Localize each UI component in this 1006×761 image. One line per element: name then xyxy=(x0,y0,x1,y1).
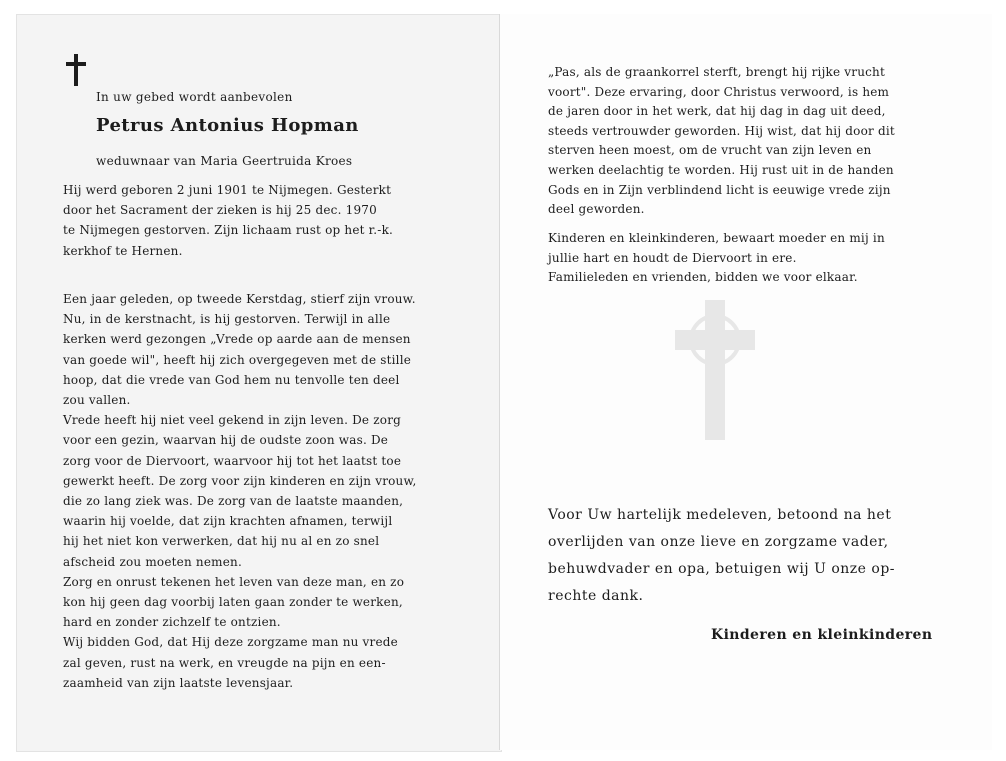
text-line: die zo lang ziek was. De zorg van de laatste maanden, xyxy=(63,494,404,509)
text-line: sterven heen moest, om de vrucht van zijn leven en xyxy=(548,143,872,158)
cross-icon xyxy=(66,54,86,86)
family-signature: Kinderen en kleinkinderen xyxy=(711,627,933,643)
text-line: jullie hart en houdt de Diervoort in ere. xyxy=(548,250,797,265)
text-line: Voor Uw hartelijk medeleven, betoond na het xyxy=(548,507,892,523)
fold-line xyxy=(499,14,500,750)
biography-paragraph xyxy=(63,180,463,261)
text-line: voort". Deze ervaring, door Christus verwoord, is hem xyxy=(548,84,890,99)
text-line: zal geven, rust na werk, en vreugde na pijn en een- xyxy=(63,655,386,670)
text-line: zou vallen. xyxy=(63,393,131,408)
text-line: de jaren door in het werk, dat hij dag in dag uit deed, xyxy=(548,104,886,119)
widower-line: weduwnaar van Maria Geertruida Kroes xyxy=(96,154,353,168)
text-line: kerkhof te Hernen. xyxy=(63,243,183,258)
text-line: Nu, in de kerstnacht, is hij gestorven. Terwijl in alle xyxy=(63,312,391,327)
text-line: Wij bidden God, dat Hij deze zorgzame man nu vrede xyxy=(63,635,398,650)
text-line: Hij werd geboren 2 juni 1901 te Nijmegen. Gesterkt xyxy=(63,183,392,197)
text-line: „Pas, als de graankorrel sterft, brengt hij rijke vrucht xyxy=(548,65,886,79)
text-line: steeds vertrouwder geworden. Hij wist, dat hij door dit xyxy=(548,123,895,138)
text-line: kon hij geen dag voorbij laten gaan zonder te werken, xyxy=(63,595,403,610)
thank-you-note xyxy=(548,502,948,610)
text-line: Kinderen en kleinkinderen, bewaart moeder en mij in xyxy=(548,231,885,245)
text-line: overlijden van onze lieve en zorgzame vader, xyxy=(548,534,889,550)
text-line: hoop, dat die vrede van God hem nu tenvolle ten deel xyxy=(63,372,400,387)
memorial-text xyxy=(63,289,463,693)
faint-cross-watermark-icon xyxy=(670,300,760,440)
prayer-recommendation: In uw gebed wordt aanbevolen xyxy=(96,90,293,104)
scripture-reflection xyxy=(548,63,958,220)
text-line: hij het niet kon verwerken, dat hij nu al en zo snel xyxy=(63,534,380,549)
text-line: Familieleden en vrienden, bidden we voor elkaar. xyxy=(548,270,858,285)
text-line: van goede wil", heeft hij zich overgegeven met de stille xyxy=(63,352,412,367)
text-line: behuwdvader en opa, betuigen wij U onze op- xyxy=(548,561,896,577)
text-line: zaamheid van zijn laatste levensjaar. xyxy=(63,675,294,690)
text-line: deel geworden. xyxy=(548,202,645,217)
text-line: Vrede heeft hij niet veel gekend in zijn leven. De zorg xyxy=(63,413,402,428)
text-line: waarin hij voelde, dat zijn krachten afnamen, terwijl xyxy=(63,514,393,529)
text-line: door het Sacrament der zieken is hij 25 dec. 1970 xyxy=(63,203,377,218)
text-line: Een jaar geleden, op tweede Kerstdag, stierf zijn vrouw. xyxy=(63,292,416,306)
text-line: kerken werd gezongen „Vrede op aarde aan de mensen xyxy=(63,332,411,347)
text-line: afscheid zou moeten nemen. xyxy=(63,554,242,569)
deceased-name: Petrus Antonius Hopman xyxy=(96,115,359,136)
closing-words xyxy=(548,229,958,288)
text-line: hard en zonder zichzelf te ontzien. xyxy=(63,615,281,630)
text-line: te Nijmegen gestorven. Zijn lichaam rust op het r.-k. xyxy=(63,223,394,238)
text-line: Gods en in Zijn verblindend licht is eeuwige vrede zijn xyxy=(548,182,891,197)
text-line: rechte dank. xyxy=(548,588,644,604)
text-line: werken deelachtig te worden. Hij rust uit in de handen xyxy=(548,162,894,177)
text-line: voor een gezin, waarvan hij de oudste zoon was. De xyxy=(63,433,389,448)
text-line: gewerkt heeft. De zorg voor zijn kinderen en zijn vrouw, xyxy=(63,473,417,488)
text-line: zorg voor de Diervoort, waarvoor hij tot het laatst toe xyxy=(63,453,402,468)
text-line: Zorg en onrust tekenen het leven van deze man, en zo xyxy=(63,574,405,589)
